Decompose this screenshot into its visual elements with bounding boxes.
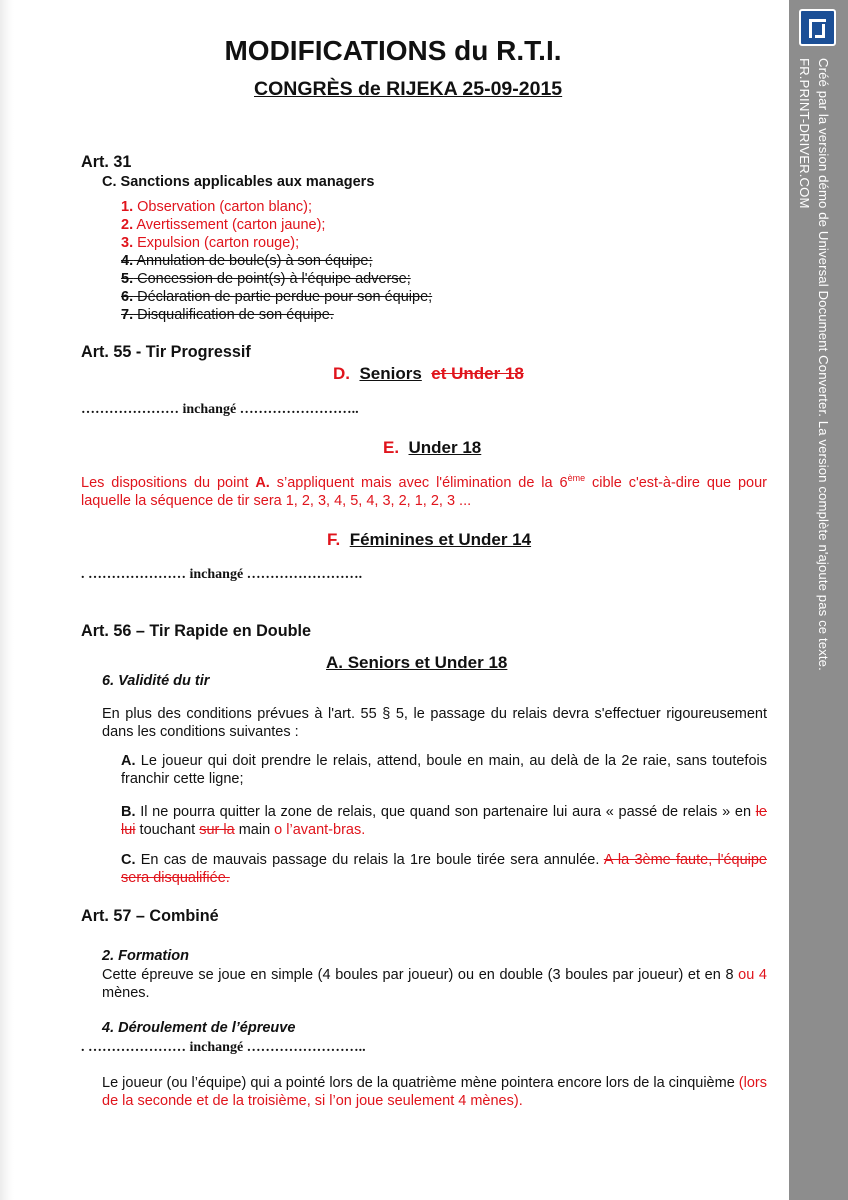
art31-heading: Art. 31	[81, 153, 132, 171]
art31-item-6: 6. Déclaration de partie perdue pour son équipe;	[121, 289, 433, 305]
art31-item-7: 7. Disqualification de son équipe.	[121, 307, 334, 323]
art55-d-unchanged: ………………… inchangé ……………………..	[81, 402, 359, 417]
document-title: MODIFICATIONS du R.T.I.	[224, 35, 562, 66]
art31-item-3: 3. Expulsion (carton rouge);	[121, 235, 300, 251]
art56-heading: Art. 56 – Tir Rapide en Double	[81, 622, 311, 640]
art56-subsection-6: 6. Validité du tir	[102, 673, 210, 689]
art55-heading: Art. 55 - Tir Progressif	[81, 343, 251, 361]
document-subtitle: CONGRÈS de RIJEKA 25-09-2015	[254, 78, 563, 100]
art55-f-unchanged: . ………………… inchangé …………………….	[81, 567, 363, 582]
art31-item-4: 4. Annulation de boule(s) à son équipe;	[121, 253, 373, 269]
art55-e-heading: E. Under 18	[383, 438, 482, 457]
art31-section-title: C. Sanctions applicables aux managers	[102, 174, 375, 190]
art57-subsection-4: 4. Déroulement de l’épreuve	[102, 1020, 296, 1036]
art56-a-heading: A. Seniors et Under 18	[326, 653, 508, 672]
art56-rule-b: B. Il ne pourra quitter la zone de relais, que quand son partenaire lui aura « passé de relais » en le lui touchant sur la main o l’avant-bras.	[121, 804, 767, 838]
art56-rule-c: C. En cas de mauvais passage du relais la 1re boule tirée sera annulée. A la 3ème faute, l'équipe sera disqualifiée.	[121, 852, 767, 886]
art31-item-2: 2. Avertissement (carton jaune);	[121, 217, 326, 233]
page-left-shadow	[0, 0, 14, 1200]
art56-rule-a: A. Le joueur qui doit prendre le relais, attend, boule en main, au delà de la 2e raie, sans toutefois franchir cette ligne;	[121, 753, 767, 787]
art57-last-paragraph: Le joueur (ou l’équipe) qui a pointé lors de la quatrième mène pointera encore lors de la cinquième (lors de la seconde et de la troisième, si l’on joue seulement 4 mènes).	[102, 1075, 767, 1109]
art55-f-heading: F. Féminines et Under 14	[327, 530, 532, 549]
watermark-url: FR.PRINT-DRIVER.COM	[797, 58, 812, 209]
art57-subsection-2: 2. Formation	[102, 948, 190, 964]
art57-heading: Art. 57 – Combiné	[81, 907, 219, 925]
art56-intro: En plus des conditions prévues à l'art. 55 § 5, le passage du relais devra s'effectuer rigoureusement dans les conditions suivantes :	[102, 706, 767, 740]
art55-d-heading: D. Seniors et Under 18	[333, 364, 524, 383]
art31-item-1: 1. Observation (carton blanc);	[121, 199, 313, 215]
art57-formation-text: Cette épreuve se joue en simple (4 boules par joueur) ou en double (3 boules par joueur) et en 8 ou 4 mènes.	[102, 967, 767, 1001]
art55-e-paragraph: Les dispositions du point A. s’appliquent mais avec l'élimination de la 6ème cible c'est-à-dire que pour laquelle la séquence de tir sera 1, 2, 3, 4, 5, 4, 3, 2, 1, 2, 3 ...	[81, 473, 768, 509]
art57-unchanged: . ………………… inchangé ……………………..	[81, 1040, 366, 1055]
art31-item-5: 5. Concession de point(s) à l'équipe adverse;	[121, 271, 411, 287]
watermark-text: Créé par la version démo de Universal Document Converter. La version complète n'ajoute pas ce texte.	[816, 58, 831, 671]
